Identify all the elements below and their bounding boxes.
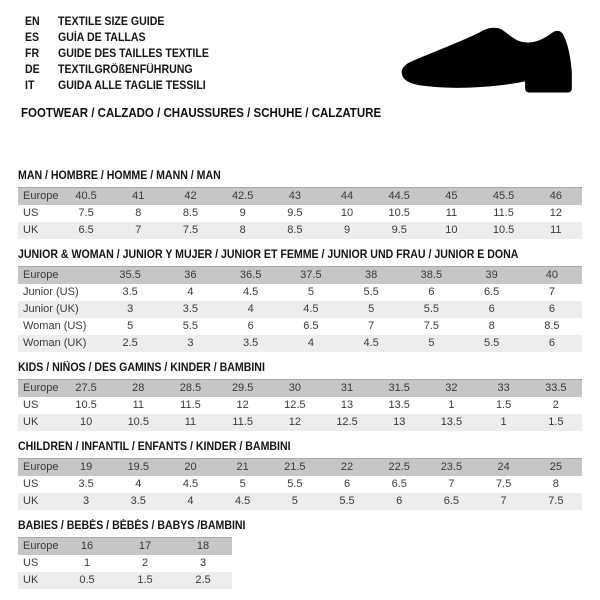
size-row (18, 267, 582, 285)
size-value: 2 (141, 557, 149, 569)
size-value: 6.5 (303, 320, 319, 332)
size-value: 6 (548, 337, 555, 349)
size-value: 8 (135, 207, 142, 219)
size-value: 11 (550, 224, 562, 236)
size-value: 27.5 (75, 382, 97, 394)
size-row-label: Europe (23, 190, 59, 202)
size-value: 11.5 (180, 399, 201, 411)
size-table (18, 379, 582, 431)
size-row-label: US (23, 399, 39, 411)
size-value: 7 (135, 224, 142, 236)
size-value: 19.5 (127, 461, 149, 473)
size-value: 5 (127, 320, 134, 332)
size-row-label: UK (23, 416, 39, 428)
size-value: 30 (288, 382, 301, 394)
size-value: 7.5 (423, 320, 440, 332)
size-value: 4 (187, 495, 194, 507)
size-row (18, 493, 582, 510)
size-value: 28 (132, 382, 145, 394)
size-value: 10.5 (492, 224, 515, 236)
size-value: 4.5 (242, 286, 259, 298)
size-value: 11.5 (493, 207, 514, 219)
size-value: 3.5 (122, 286, 138, 298)
size-tables (18, 170, 584, 599)
size-value: 3.5 (242, 337, 259, 349)
size-value: 7 (548, 286, 555, 298)
language-title: GUÍA DE TALLAS (58, 32, 146, 44)
size-row-label: Junior (US) (23, 286, 79, 298)
size-value: 10.5 (388, 207, 410, 219)
language-code: IT (25, 80, 35, 92)
size-row-label: UK (23, 574, 39, 586)
size-value: 5.5 (423, 303, 440, 315)
size-value: 8 (239, 224, 246, 236)
size-row-label: US (23, 207, 39, 219)
size-row-label: UK (23, 495, 39, 507)
size-value: 23.5 (440, 461, 463, 473)
size-value: 33.5 (545, 382, 567, 394)
language-title: GUIDA ALLE TAGLIE TESSILI (58, 80, 206, 92)
size-value: 10.5 (75, 399, 97, 411)
size-value: 12.5 (336, 416, 358, 428)
size-value: 41 (132, 190, 145, 202)
size-value: 44 (340, 190, 354, 202)
size-value: 36 (184, 269, 197, 281)
size-table-title (18, 170, 584, 183)
category-heading-text: FOOTWEAR / CALZADO / CHAUSSURES / SCHUHE / CALZATURE (21, 106, 382, 120)
size-value: 4 (247, 303, 254, 315)
size-table-section (18, 441, 584, 510)
size-table-section (18, 249, 584, 352)
size-value: 36.5 (239, 269, 262, 281)
size-table-title (18, 520, 584, 533)
size-value: 6 (343, 478, 351, 490)
size-value: 4 (307, 337, 314, 349)
size-value: 7.5 (182, 224, 199, 236)
size-value: 12 (549, 207, 562, 219)
dress-shoe-svg (398, 15, 583, 107)
size-value: 42 (184, 190, 197, 202)
size-value: 46 (549, 190, 562, 202)
size-value: 40.5 (75, 190, 97, 202)
size-value: 5.5 (363, 286, 379, 298)
size-row-label: UK (23, 224, 39, 236)
size-value: 11.5 (232, 416, 253, 428)
size-value: 22.5 (388, 461, 410, 473)
size-value: 2.5 (122, 337, 138, 349)
size-value: 25 (549, 461, 562, 473)
size-table-title (18, 362, 584, 375)
size-table-section (18, 362, 584, 431)
size-value: 13 (393, 416, 406, 428)
size-value: 6.5 (391, 478, 407, 490)
size-value: 12 (236, 399, 249, 411)
size-value: 13.5 (388, 399, 410, 411)
size-value: 4 (187, 286, 194, 298)
size-value: 6 (548, 303, 555, 315)
size-row (18, 572, 232, 589)
size-value: 7 (368, 320, 375, 332)
size-value: 39 (485, 269, 498, 281)
size-value: 5 (239, 478, 246, 490)
size-row (18, 222, 582, 239)
size-value: 5 (368, 303, 375, 315)
size-table-title-text: CHILDREN / INFANTIL / ENFANTS / KINDER / BAMBINI (18, 441, 291, 453)
size-value: 3 (187, 337, 194, 349)
size-value: 5 (307, 286, 314, 298)
size-value: 22 (340, 461, 354, 473)
size-row-label: Europe (23, 269, 59, 281)
size-table-section (18, 520, 584, 589)
size-row (18, 284, 582, 301)
language-code: EN (25, 16, 40, 28)
size-value: 13 (340, 399, 354, 411)
size-value: 9.5 (287, 207, 303, 219)
size-table (18, 458, 582, 510)
size-value: 4.5 (303, 303, 319, 315)
size-value: 8 (488, 320, 495, 332)
size-row (18, 318, 582, 335)
language-code: DE (25, 64, 40, 76)
language-row (25, 30, 222, 46)
language-row (25, 62, 222, 78)
size-value: 8 (552, 478, 559, 490)
size-value: 3 (199, 557, 207, 569)
size-value: 10 (445, 224, 458, 236)
size-value: 8.5 (287, 224, 303, 236)
size-value: 7.5 (78, 207, 94, 219)
size-row-label: Europe (23, 540, 58, 552)
size-value: 1 (83, 557, 91, 569)
size-value: 10 (79, 416, 93, 428)
size-value: 6 (488, 303, 495, 315)
size-value: 3.5 (130, 495, 146, 507)
size-value: 32 (445, 382, 458, 394)
size-row (18, 397, 582, 414)
size-value: 7 (500, 495, 507, 507)
language-title: TEXTILE SIZE GUIDE (58, 16, 165, 28)
size-value: 11 (184, 416, 197, 428)
language-code: FR (25, 48, 40, 60)
size-row-label: Woman (US) (23, 320, 87, 332)
size-row (18, 538, 232, 556)
size-row-label: Junior (UK) (23, 303, 79, 315)
size-value: 3 (127, 303, 134, 315)
size-table-title (18, 249, 584, 262)
size-value: 31 (340, 382, 354, 394)
size-value: 43 (288, 190, 301, 202)
language-row (25, 46, 222, 62)
size-value: 37.5 (300, 269, 322, 281)
size-value: 5 (428, 337, 435, 349)
dress-shoe-icon (398, 15, 583, 107)
size-value: 4.5 (363, 337, 379, 349)
size-value: 1 (448, 399, 455, 411)
size-row-label: Europe (23, 461, 59, 473)
size-value: 42.5 (231, 190, 254, 202)
size-value: 5.5 (182, 320, 199, 332)
size-row-label: Europe (23, 382, 59, 394)
size-row (18, 459, 582, 477)
size-value: 24 (497, 461, 510, 473)
size-table-title (18, 441, 584, 454)
size-value: 3 (83, 495, 90, 507)
language-title: GUIDE DES TAILLES TEXTILE (58, 48, 209, 60)
size-value: 5 (291, 495, 298, 507)
size-value: 4 (135, 478, 142, 490)
size-value: 19 (79, 461, 93, 473)
size-value: 16 (80, 540, 94, 552)
size-value: 21 (236, 461, 249, 473)
size-value: 6 (396, 495, 403, 507)
size-value: 1.5 (137, 574, 153, 586)
size-value: 33 (497, 382, 510, 394)
size-value: 2.5 (195, 574, 211, 586)
size-value: 38.5 (420, 269, 443, 281)
size-table-title-text: BABIES / BEBÉS / BÉBÉS / BABYS /BAMBINI (18, 520, 246, 532)
size-value: 12 (288, 416, 301, 428)
size-value: 6.5 (78, 224, 94, 236)
size-value: 7.5 (548, 495, 564, 507)
size-value: 3.5 (78, 478, 94, 490)
size-row (18, 476, 582, 493)
size-row (18, 205, 582, 222)
size-value: 10 (340, 207, 354, 219)
size-value: 44.5 (388, 190, 410, 202)
size-value: 31.5 (388, 382, 410, 394)
size-value: 3.5 (182, 303, 199, 315)
size-table (18, 537, 232, 589)
size-row-label: Woman (UK) (23, 337, 87, 349)
size-value: 35.5 (119, 269, 141, 281)
size-value: 5.5 (287, 478, 303, 490)
language-row (25, 78, 222, 94)
size-value: 4.5 (182, 478, 199, 490)
size-value: 9 (239, 207, 246, 219)
category-heading (21, 106, 412, 120)
size-value: 29.5 (231, 382, 254, 394)
size-value: 38 (365, 269, 378, 281)
size-value: 11 (445, 207, 458, 219)
size-value: 7 (448, 478, 455, 490)
size-row (18, 414, 582, 431)
size-value: 28.5 (179, 382, 202, 394)
size-value: 6 (428, 286, 435, 298)
size-value: 6.5 (443, 495, 460, 507)
size-value: 18 (196, 540, 210, 552)
size-value: 20 (184, 461, 197, 473)
size-value: 12.5 (284, 399, 306, 411)
size-row (18, 188, 582, 206)
size-value: 8.5 (544, 320, 560, 332)
size-value: 10.5 (127, 416, 149, 428)
size-value: 1.5 (548, 416, 564, 428)
size-value: 45.5 (492, 190, 515, 202)
size-row-label: US (23, 557, 39, 569)
size-value: 5.5 (483, 337, 500, 349)
size-value: 40 (545, 269, 558, 281)
size-value: 4.5 (235, 495, 251, 507)
language-code: ES (25, 32, 40, 44)
size-value: 9.5 (391, 224, 407, 236)
size-table (18, 266, 582, 352)
size-table-title-text: KIDS / NIÑOS / DES GAMINS / KINDER / BAMBINI (18, 362, 265, 374)
size-table (18, 187, 582, 239)
size-value: 1 (500, 416, 507, 428)
size-table-section (18, 170, 584, 239)
size-value: 7.5 (495, 478, 512, 490)
size-value: 1.5 (495, 399, 512, 411)
size-value: 0.5 (79, 574, 95, 586)
size-value: 6 (247, 320, 254, 332)
language-row (25, 14, 222, 30)
size-value: 5.5 (339, 495, 355, 507)
size-value: 21.5 (284, 461, 306, 473)
size-row-label: US (23, 478, 39, 490)
size-row (18, 335, 582, 352)
language-header (25, 14, 222, 94)
size-row (18, 301, 582, 318)
size-value: 45 (445, 190, 458, 202)
size-value: 13.5 (440, 416, 463, 428)
language-title: TEXTILGRÖßENFÜHRUNG (58, 64, 193, 76)
size-row (18, 380, 582, 398)
size-value: 11 (132, 399, 144, 411)
size-table-title-text: MAN / HOMBRE / HOMME / MANN / MAN (18, 170, 221, 182)
size-value: 17 (138, 540, 152, 552)
size-value: 6.5 (483, 286, 500, 298)
size-value: 2 (552, 399, 559, 411)
size-table-title-text: JUNIOR & WOMAN / JUNIOR Y MUJER / JUNIOR ET FEMME / JUNIOR UND FRAU / JUNIOR E DONA (18, 249, 519, 261)
size-value: 8.5 (182, 207, 199, 219)
size-row (18, 555, 232, 572)
size-value: 9 (343, 224, 351, 236)
